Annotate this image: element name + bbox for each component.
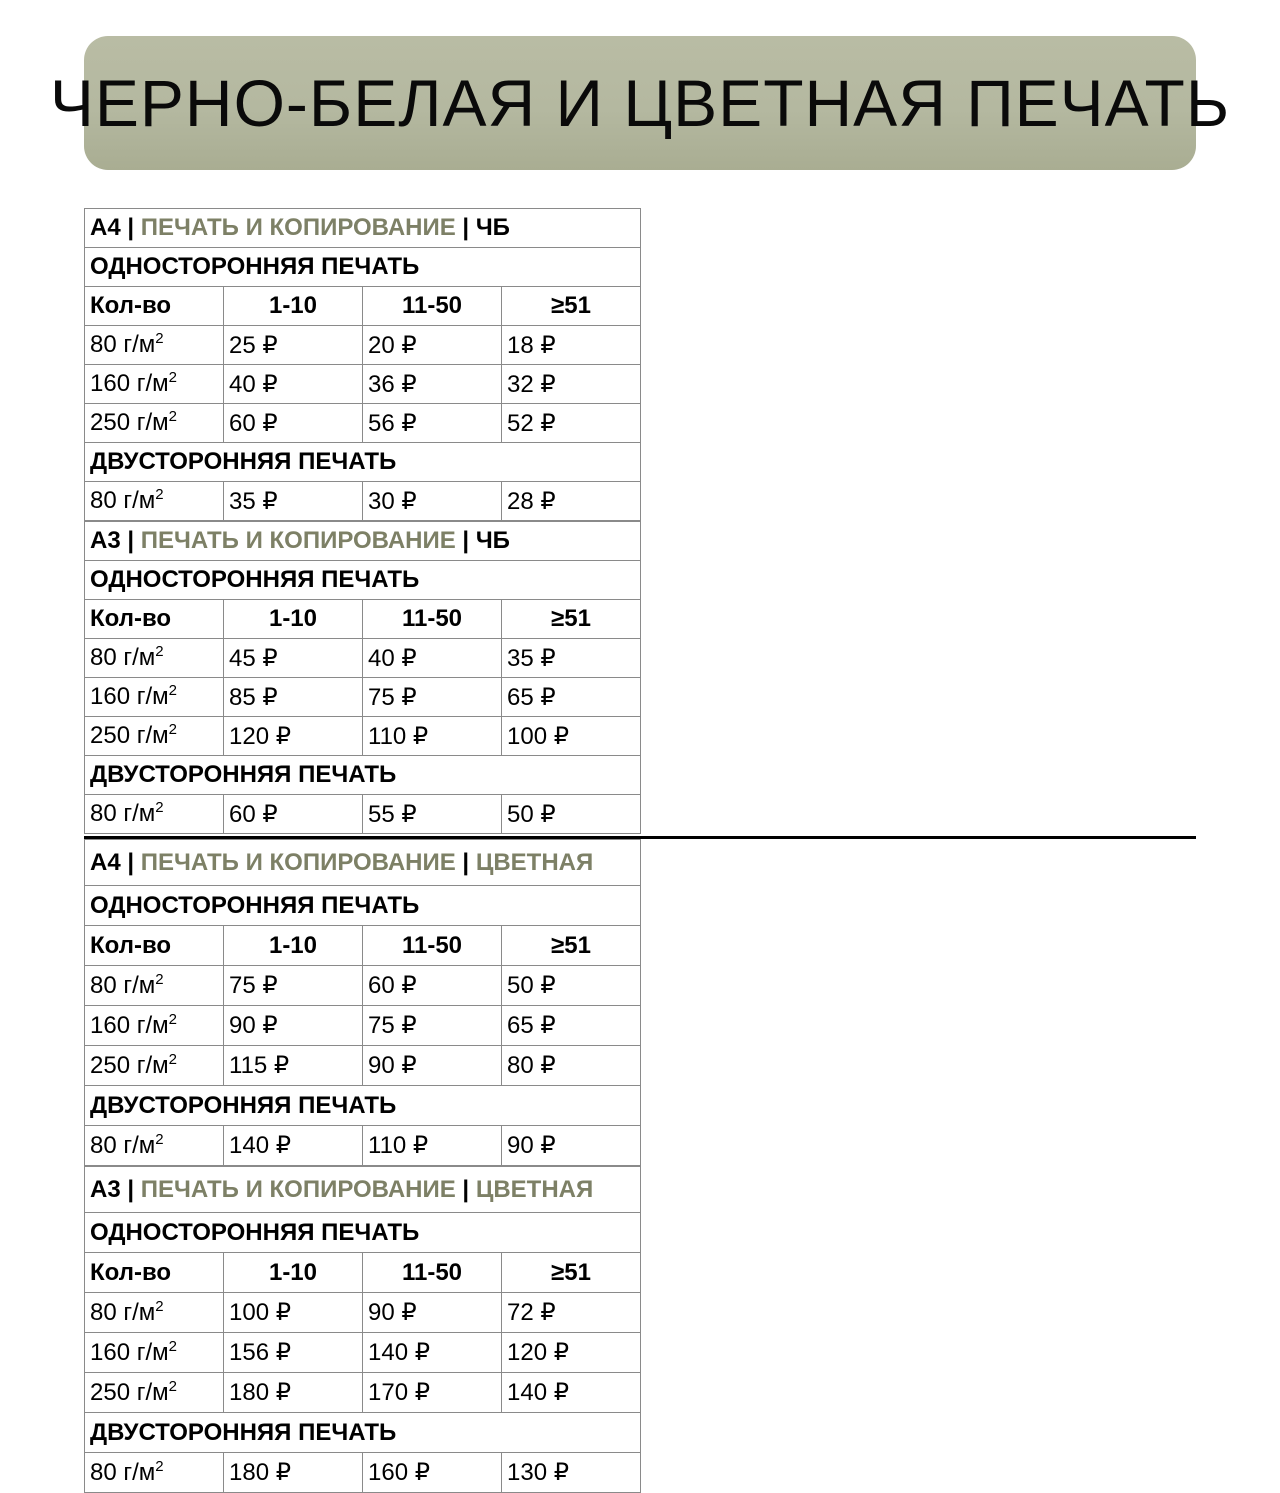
section-header-row bbox=[85, 1167, 641, 1213]
paper-density: 80 г/м bbox=[90, 800, 156, 827]
mode-label: ЦВЕТНАЯ bbox=[475, 848, 594, 876]
price-cell bbox=[502, 1293, 641, 1333]
price-cell bbox=[363, 365, 502, 404]
price-cell bbox=[363, 1006, 502, 1046]
subheader-row bbox=[85, 1213, 641, 1253]
price-value: 75 ₽ bbox=[368, 1012, 417, 1039]
paper-cell bbox=[85, 365, 224, 404]
service-label: ПЕЧАТЬ И КОПИРОВАНИЕ bbox=[140, 1175, 456, 1203]
price-value: 85 ₽ bbox=[229, 683, 278, 711]
price-cell bbox=[224, 404, 363, 443]
qty-header bbox=[85, 287, 224, 326]
price-value: 55 ₽ bbox=[368, 800, 417, 828]
price-row bbox=[85, 404, 641, 443]
two-sided-label: ДВУСТОРОННЯЯ ПЕЧАТЬ bbox=[90, 448, 397, 475]
paper-cell bbox=[85, 404, 224, 443]
price-value: 140 ₽ bbox=[368, 1339, 430, 1366]
separator: | bbox=[127, 527, 135, 554]
price-value: 20 ₽ bbox=[368, 331, 417, 359]
unit-exponent: 2 bbox=[168, 1050, 177, 1068]
price-value: 160 ₽ bbox=[368, 1459, 430, 1486]
exponent bbox=[169, 369, 177, 386]
price-cell bbox=[502, 1333, 641, 1373]
price-row bbox=[85, 966, 641, 1006]
price-value: 52 ₽ bbox=[507, 409, 556, 437]
separator: | bbox=[127, 848, 135, 876]
price-cell bbox=[363, 795, 502, 834]
price-value: 60 ₽ bbox=[229, 409, 278, 437]
price-cell bbox=[363, 678, 502, 717]
unit-exponent: 2 bbox=[168, 721, 177, 738]
unit-exponent: 2 bbox=[168, 408, 177, 425]
price-value: 156 ₽ bbox=[229, 1339, 291, 1366]
price-row bbox=[85, 482, 641, 521]
paper-cell bbox=[85, 1006, 224, 1046]
price-value: 65 ₽ bbox=[507, 1012, 556, 1039]
paper-density: 160 г/м bbox=[90, 1338, 169, 1366]
service-label: ПЕЧАТЬ И КОПИРОВАНИЕ bbox=[140, 214, 456, 241]
paper-cell bbox=[85, 1373, 224, 1413]
qty-range-cell bbox=[363, 926, 502, 966]
qty-range: 11-50 bbox=[401, 1258, 463, 1286]
price-cell bbox=[502, 1453, 641, 1493]
paper-cell bbox=[85, 966, 224, 1006]
qty-range-cell bbox=[363, 287, 502, 326]
two-sided-heading bbox=[85, 756, 641, 795]
price-row bbox=[85, 326, 641, 365]
paper-density: 80 г/м bbox=[90, 1458, 156, 1486]
section-header-row bbox=[85, 522, 641, 561]
price-grid bbox=[84, 208, 1196, 1493]
price-cell bbox=[224, 1373, 363, 1413]
exponent bbox=[169, 682, 177, 699]
price-cell bbox=[363, 404, 502, 443]
one-sided-label: ОДНОСТОРОННЯЯ ПЕЧАТЬ bbox=[90, 891, 420, 919]
price-table bbox=[84, 839, 641, 1166]
paper-cell bbox=[85, 639, 224, 678]
price-row bbox=[85, 795, 641, 834]
price-cell bbox=[502, 326, 641, 365]
qty-range-cell bbox=[224, 287, 363, 326]
separator: | bbox=[462, 214, 470, 241]
qty-range: ≥51 bbox=[551, 931, 591, 959]
exponent bbox=[155, 1458, 163, 1475]
price-cell bbox=[363, 326, 502, 365]
exponent bbox=[155, 971, 163, 988]
qty-header bbox=[85, 926, 224, 966]
format-label: А3 bbox=[90, 1175, 121, 1203]
format-label: А4 bbox=[90, 848, 121, 876]
price-cell bbox=[224, 482, 363, 521]
price-value: 100 ₽ bbox=[507, 722, 569, 750]
price-value: 72 ₽ bbox=[507, 1299, 556, 1326]
bw-block bbox=[84, 208, 1196, 834]
exponent bbox=[169, 408, 177, 425]
paper-cell bbox=[85, 1293, 224, 1333]
price-value: 50 ₽ bbox=[507, 972, 556, 999]
one-sided-heading bbox=[85, 561, 641, 600]
price-cell bbox=[224, 326, 363, 365]
qty-label: Кол-во bbox=[90, 605, 172, 632]
paper-density: 80 г/м bbox=[90, 331, 156, 358]
price-cell bbox=[224, 678, 363, 717]
two-sided-label: ДВУСТОРОННЯЯ ПЕЧАТЬ bbox=[90, 1091, 397, 1119]
price-value: 65 ₽ bbox=[507, 683, 556, 711]
subheader-row bbox=[85, 561, 641, 600]
price-value: 75 ₽ bbox=[368, 683, 417, 711]
one-sided-heading bbox=[85, 886, 641, 926]
exponent bbox=[169, 1338, 177, 1355]
mode-label: ЧБ bbox=[475, 527, 510, 554]
subheader-row bbox=[85, 1413, 641, 1453]
price-value: 45 ₽ bbox=[229, 644, 278, 672]
unit-exponent: 2 bbox=[168, 1377, 177, 1395]
price-value: 115 ₽ bbox=[229, 1052, 290, 1079]
price-value: 170 ₽ bbox=[368, 1379, 430, 1406]
qty-range: 11-50 bbox=[401, 931, 463, 959]
exponent bbox=[169, 1378, 177, 1395]
qty-range-cell bbox=[502, 600, 641, 639]
qty-range-cell bbox=[363, 600, 502, 639]
section-header-row bbox=[85, 209, 641, 248]
paper-density: 250 г/м bbox=[90, 409, 169, 436]
qty-range-cell bbox=[224, 600, 363, 639]
price-value: 60 ₽ bbox=[229, 800, 278, 828]
section-header bbox=[85, 840, 641, 886]
paper-density: 160 г/м bbox=[90, 370, 169, 397]
price-cell bbox=[502, 678, 641, 717]
price-cell bbox=[363, 717, 502, 756]
unit-exponent: 2 bbox=[155, 1297, 164, 1315]
paper-density: 80 г/м bbox=[90, 1131, 156, 1159]
unit-exponent: 2 bbox=[155, 1130, 164, 1148]
price-value: 110 ₽ bbox=[368, 722, 429, 750]
price-cell bbox=[363, 482, 502, 521]
price-value: 75 ₽ bbox=[229, 972, 278, 999]
price-cell bbox=[224, 717, 363, 756]
unit-exponent: 2 bbox=[168, 1010, 177, 1028]
paper-density: 160 г/м bbox=[90, 683, 169, 710]
qty-range: ≥51 bbox=[551, 605, 591, 632]
unit-exponent: 2 bbox=[155, 643, 164, 660]
price-cell bbox=[224, 1333, 363, 1373]
unit-exponent: 2 bbox=[155, 486, 164, 503]
price-cell bbox=[502, 1006, 641, 1046]
price-row bbox=[85, 1333, 641, 1373]
price-cell bbox=[502, 1373, 641, 1413]
price-cell bbox=[363, 1046, 502, 1086]
unit-exponent: 2 bbox=[155, 1457, 164, 1475]
qty-header bbox=[85, 1253, 224, 1293]
price-cell bbox=[224, 1453, 363, 1493]
price-cell bbox=[502, 717, 641, 756]
qty-range: 1-10 bbox=[268, 1258, 318, 1286]
price-cell bbox=[224, 1126, 363, 1166]
paper-density: 160 г/м bbox=[90, 1011, 169, 1039]
qty-range: ≥51 bbox=[551, 1258, 591, 1286]
price-cell bbox=[502, 966, 641, 1006]
price-value: 120 ₽ bbox=[507, 1339, 569, 1366]
qty-range-cell bbox=[363, 1253, 502, 1293]
paper-density: 250 г/м bbox=[90, 1051, 169, 1079]
price-value: 35 ₽ bbox=[507, 644, 556, 672]
one-sided-label: ОДНОСТОРОННЯЯ ПЕЧАТЬ bbox=[90, 566, 420, 593]
price-value: 40 ₽ bbox=[368, 644, 417, 672]
section-header bbox=[85, 209, 641, 248]
unit-exponent: 2 bbox=[168, 682, 177, 699]
price-value: 35 ₽ bbox=[229, 487, 278, 515]
price-cell bbox=[224, 365, 363, 404]
separator: | bbox=[462, 848, 470, 876]
price-cell bbox=[224, 966, 363, 1006]
price-row bbox=[85, 1293, 641, 1333]
price-cell bbox=[363, 639, 502, 678]
paper-cell bbox=[85, 1126, 224, 1166]
separator: | bbox=[127, 214, 135, 241]
price-cell bbox=[502, 482, 641, 521]
qty-range-cell bbox=[224, 1253, 363, 1293]
subheader-row bbox=[85, 248, 641, 287]
two-sided-heading bbox=[85, 1413, 641, 1453]
price-cell bbox=[363, 1373, 502, 1413]
separator: | bbox=[127, 1175, 135, 1203]
exponent bbox=[155, 643, 163, 660]
exponent bbox=[169, 1011, 177, 1028]
price-value: 80 ₽ bbox=[507, 1052, 556, 1079]
price-cell bbox=[224, 1293, 363, 1333]
separator: | bbox=[462, 527, 470, 554]
qty-label: Кол-во bbox=[90, 931, 172, 959]
price-value: 28 ₽ bbox=[507, 487, 556, 515]
price-cell bbox=[502, 1126, 641, 1166]
exponent bbox=[155, 1131, 163, 1148]
paper-density: 80 г/м bbox=[90, 644, 156, 671]
quantity-row bbox=[85, 287, 641, 326]
two-sided-label: ДВУСТОРОННЯЯ ПЕЧАТЬ bbox=[90, 1418, 397, 1446]
price-cell bbox=[502, 404, 641, 443]
price-row bbox=[85, 1126, 641, 1166]
qty-range-cell bbox=[224, 926, 363, 966]
price-cell bbox=[502, 1046, 641, 1086]
one-sided-heading bbox=[85, 1213, 641, 1253]
price-cell bbox=[502, 365, 641, 404]
paper-cell bbox=[85, 326, 224, 365]
price-value: 110 ₽ bbox=[368, 1132, 429, 1159]
price-row bbox=[85, 1006, 641, 1046]
unit-exponent: 2 bbox=[155, 799, 164, 816]
paper-cell bbox=[85, 1046, 224, 1086]
paper-cell bbox=[85, 717, 224, 756]
qty-range: 1-10 bbox=[268, 931, 318, 959]
price-row bbox=[85, 639, 641, 678]
price-value: 50 ₽ bbox=[507, 800, 556, 828]
price-row bbox=[85, 1373, 641, 1413]
paper-cell bbox=[85, 795, 224, 834]
qty-range-cell bbox=[502, 926, 641, 966]
unit-exponent: 2 bbox=[155, 970, 164, 988]
price-cell bbox=[224, 1006, 363, 1046]
qty-header bbox=[85, 600, 224, 639]
price-value: 140 ₽ bbox=[507, 1379, 569, 1406]
paper-cell bbox=[85, 678, 224, 717]
qty-label: Кол-во bbox=[90, 1258, 172, 1286]
price-value: 90 ₽ bbox=[507, 1132, 556, 1159]
price-cell bbox=[363, 966, 502, 1006]
price-value: 120 ₽ bbox=[229, 722, 291, 750]
price-value: 90 ₽ bbox=[368, 1052, 417, 1079]
price-cell bbox=[363, 1126, 502, 1166]
price-table bbox=[84, 208, 641, 521]
mode-label: ЧБ bbox=[475, 214, 510, 241]
qty-range-cell bbox=[502, 287, 641, 326]
quantity-row bbox=[85, 1253, 641, 1293]
two-sided-label: ДВУСТОРОННЯЯ ПЕЧАТЬ bbox=[90, 761, 397, 788]
price-cell bbox=[224, 639, 363, 678]
subheader-row bbox=[85, 756, 641, 795]
price-value: 180 ₽ bbox=[229, 1379, 291, 1406]
format-label: А3 bbox=[90, 527, 121, 554]
two-sided-heading bbox=[85, 1086, 641, 1126]
subheader-row bbox=[85, 886, 641, 926]
price-table bbox=[84, 1166, 641, 1493]
subheader-row bbox=[85, 1086, 641, 1126]
section-header bbox=[85, 1167, 641, 1213]
price-value: 130 ₽ bbox=[507, 1459, 569, 1486]
price-table bbox=[84, 521, 641, 834]
paper-cell bbox=[85, 1333, 224, 1373]
qty-range-cell bbox=[502, 1253, 641, 1293]
price-value: 60 ₽ bbox=[368, 972, 417, 999]
price-value: 30 ₽ bbox=[368, 487, 417, 515]
price-value: 100 ₽ bbox=[229, 1299, 291, 1326]
quantity-row bbox=[85, 600, 641, 639]
price-value: 18 ₽ bbox=[507, 331, 556, 359]
service-label: ПЕЧАТЬ И КОПИРОВАНИЕ bbox=[140, 848, 456, 876]
paper-density: 250 г/м bbox=[90, 722, 169, 749]
price-row bbox=[85, 365, 641, 404]
color-block bbox=[84, 836, 1196, 1493]
format-label: А4 bbox=[90, 214, 121, 241]
paper-density: 250 г/м bbox=[90, 1378, 169, 1406]
two-sided-heading bbox=[85, 443, 641, 482]
qty-range: ≥51 bbox=[551, 292, 591, 319]
price-cell bbox=[224, 1046, 363, 1086]
exponent bbox=[155, 799, 163, 816]
exponent bbox=[155, 1298, 163, 1315]
one-sided-label: ОДНОСТОРОННЯЯ ПЕЧАТЬ bbox=[90, 1218, 420, 1246]
unit-exponent: 2 bbox=[155, 330, 164, 347]
price-value: 56 ₽ bbox=[368, 409, 417, 437]
section-header bbox=[85, 522, 641, 561]
price-value: 32 ₽ bbox=[507, 370, 556, 398]
price-value: 40 ₽ bbox=[229, 370, 278, 398]
price-row bbox=[85, 1453, 641, 1493]
exponent bbox=[169, 1051, 177, 1068]
quantity-row bbox=[85, 926, 641, 966]
mode-label: ЦВЕТНАЯ bbox=[475, 1175, 594, 1203]
unit-exponent: 2 bbox=[168, 369, 177, 386]
price-cell bbox=[502, 639, 641, 678]
price-cell bbox=[363, 1333, 502, 1373]
price-cell bbox=[224, 795, 363, 834]
price-cell bbox=[502, 795, 641, 834]
service-label: ПЕЧАТЬ И КОПИРОВАНИЕ bbox=[140, 527, 456, 554]
qty-range: 11-50 bbox=[401, 605, 463, 632]
price-value: 90 ₽ bbox=[368, 1299, 417, 1326]
exponent bbox=[169, 721, 177, 738]
price-row bbox=[85, 1046, 641, 1086]
title-banner bbox=[49, 36, 1231, 170]
paper-density: 80 г/м bbox=[90, 971, 156, 999]
price-cell bbox=[363, 1453, 502, 1493]
subheader-row bbox=[85, 443, 641, 482]
paper-density: 80 г/м bbox=[90, 1298, 156, 1326]
one-sided-heading bbox=[85, 248, 641, 287]
unit-exponent: 2 bbox=[168, 1337, 177, 1355]
price-value: 90 ₽ bbox=[229, 1012, 278, 1039]
exponent bbox=[155, 486, 163, 503]
qty-range: 1-10 bbox=[268, 605, 318, 632]
paper-density: 80 г/м bbox=[90, 487, 156, 514]
qty-range: 1-10 bbox=[268, 292, 318, 319]
price-value: 25 ₽ bbox=[229, 331, 278, 359]
price-value: 36 ₽ bbox=[368, 370, 417, 398]
section-header-row bbox=[85, 840, 641, 886]
separator: | bbox=[462, 1175, 470, 1203]
price-cell bbox=[363, 1293, 502, 1333]
price-value: 140 ₽ bbox=[229, 1132, 291, 1159]
page-title: ЧЕРНО-БЕЛАЯ И ЦВЕТНАЯ ПЕЧАТЬ bbox=[49, 66, 1231, 140]
qty-range: 11-50 bbox=[401, 292, 463, 319]
one-sided-label: ОДНОСТОРОННЯЯ ПЕЧАТЬ bbox=[90, 253, 420, 280]
exponent bbox=[155, 330, 163, 347]
paper-cell bbox=[85, 1453, 224, 1493]
paper-cell bbox=[85, 482, 224, 521]
price-row bbox=[85, 717, 641, 756]
price-row bbox=[85, 678, 641, 717]
price-value: 180 ₽ bbox=[229, 1459, 291, 1486]
qty-label: Кол-во bbox=[90, 292, 172, 319]
